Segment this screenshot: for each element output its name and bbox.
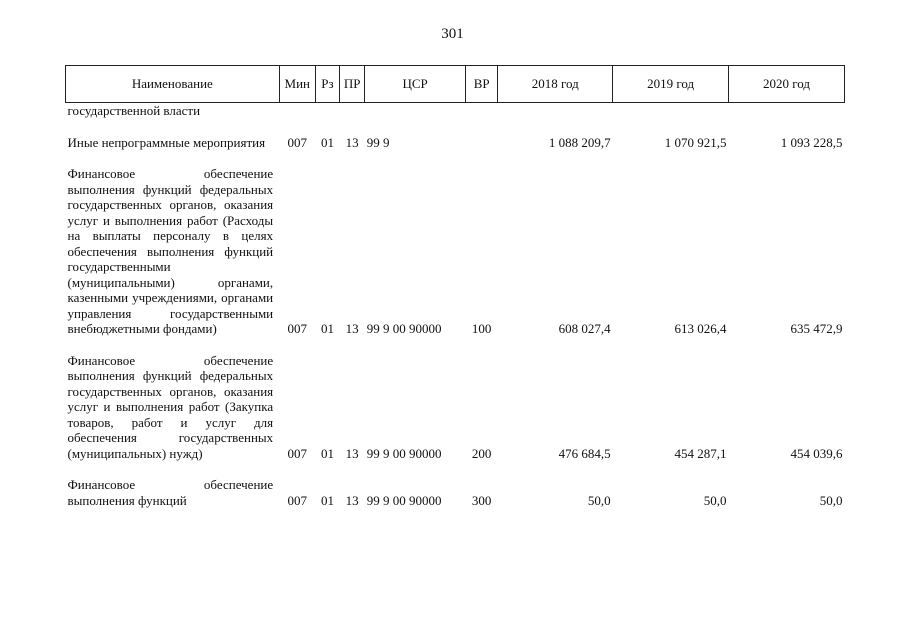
row-name: Иные непрограммные мероприятия (67, 134, 266, 150)
row-pr: 13 (345, 445, 359, 461)
table-row (66, 166, 845, 337)
row-pr: 13 (345, 492, 359, 508)
row-amount-2020 (729, 103, 845, 119)
row-name: Финансовое обеспечение выполнения функций (67, 477, 274, 508)
row-vr: 200 (471, 445, 492, 461)
row-pr: 13 (345, 134, 359, 150)
row-amount-2018: 50,0 (587, 492, 611, 508)
page-number: 301 (441, 26, 464, 42)
row-name: Финансовое обеспечение выполнения функций федеральных государственных органов, оказания услуг и выполнения работ (Закупка товаров, работ и услуг для обеспечения государственных (муниципальных) нужд) (67, 352, 274, 461)
row-vr: 300 (471, 492, 492, 508)
column-header-vr: ВР (466, 66, 498, 103)
row-pr (340, 103, 365, 119)
table-row (66, 135, 845, 151)
row-csr: 99 9 (366, 134, 390, 150)
column-header-min: Мин (279, 66, 315, 103)
row-name: государственной власти (67, 103, 201, 118)
row-min (279, 103, 315, 119)
row-vr (466, 135, 498, 151)
row-spacer (66, 150, 845, 166)
budget-table (65, 65, 845, 508)
row-amount-2020: 1 093 228,5 (780, 134, 843, 150)
column-header-2019: 2019 год (613, 66, 729, 103)
row-rz: 01 (320, 492, 334, 508)
row-min: 007 (287, 445, 308, 461)
row-amount-2018: 608 027,4 (558, 321, 611, 336)
row-amount-2019 (613, 103, 729, 119)
row-amount-2018: 476 684,5 (558, 445, 611, 461)
row-amount-2019: 613 026,4 (674, 321, 727, 336)
column-header-pr: ПР (340, 66, 365, 103)
row-amount-2019: 1 070 921,5 (664, 134, 727, 150)
row-name: Финансовое обеспечение выполнения функций федеральных государственных органов, оказания услуг и выполнения работ (Расходы на выплаты персоналу в целях обеспечения выполнения функций государственными (муниципальными) органами, казенными учреждениями, органами управления государственными внебюджетными фондами) (67, 166, 274, 336)
row-amount-2018 (498, 103, 613, 119)
row-min: 007 (287, 321, 308, 336)
row-amount-2020: 454 039,6 (790, 445, 843, 461)
row-pr: 13 (345, 321, 359, 336)
row-spacer (66, 461, 845, 477)
row-csr (365, 103, 466, 119)
row-vr (466, 103, 498, 119)
table-header (66, 66, 845, 103)
row-spacer (66, 337, 845, 353)
column-header-2020: 2020 год (729, 66, 845, 103)
table-row (66, 477, 845, 508)
row-spacer (66, 119, 845, 135)
row-amount-2019: 50,0 (703, 492, 727, 508)
row-rz: 01 (320, 134, 334, 150)
row-rz (315, 103, 339, 119)
row-csr: 99 9 00 90000 (366, 445, 442, 461)
row-amount-2019: 454 287,1 (674, 445, 727, 461)
table-row (66, 353, 845, 462)
row-csr: 99 9 00 90000 (366, 492, 442, 508)
row-csr: 99 9 00 90000 (366, 321, 442, 336)
column-header-rz: Рз (315, 66, 339, 103)
row-rz: 01 (320, 321, 334, 336)
row-min: 007 (287, 134, 308, 150)
row-rz: 01 (320, 445, 334, 461)
row-amount-2020: 50,0 (819, 492, 843, 508)
column-header-csr: ЦСР (365, 66, 466, 103)
column-header-2018: 2018 год (498, 66, 613, 103)
row-amount-2020: 635 472,9 (790, 321, 843, 336)
column-header-name: Наименование (66, 66, 280, 103)
row-vr: 100 (471, 321, 492, 336)
row-min: 007 (287, 492, 308, 508)
table-row (66, 103, 845, 119)
row-amount-2018: 1 088 209,7 (548, 134, 611, 150)
